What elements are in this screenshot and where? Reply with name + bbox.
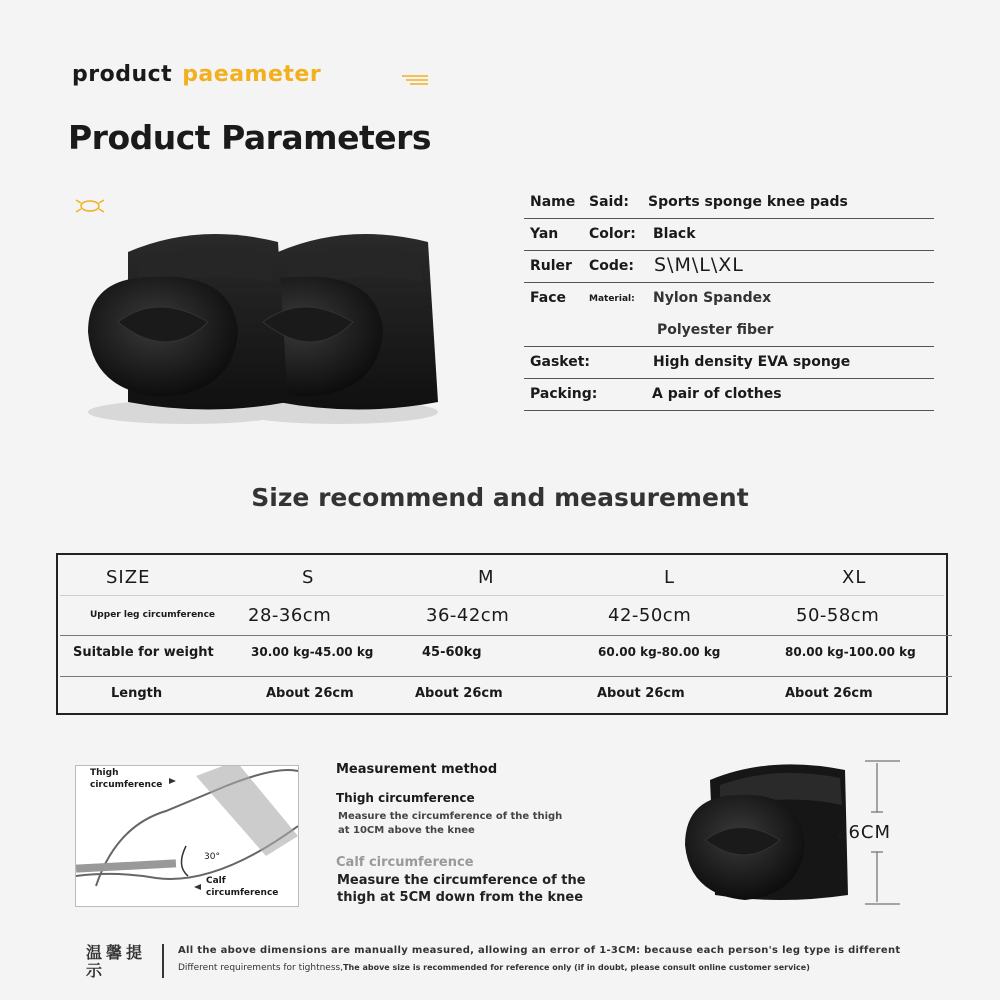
measurement-method-title: Measurement method xyxy=(336,762,498,777)
param-row-gasket xyxy=(524,347,934,379)
diagram-angle-label: 30° xyxy=(204,852,220,862)
size-section-title: Size recommend and measurement xyxy=(251,483,749,512)
size-header-cell: XL xyxy=(842,567,867,588)
knee-pad-photo-small xyxy=(680,760,850,905)
knee-pads-photo xyxy=(78,222,478,432)
size-divider xyxy=(60,635,952,636)
size-cell: About 26cm xyxy=(415,686,503,701)
param-key-2: Said: xyxy=(589,194,629,210)
size-cell: 80.00 kg-100.00 kg xyxy=(785,645,916,659)
param-row-color xyxy=(524,219,934,251)
param-key: Gasket: xyxy=(530,354,590,370)
param-key: Ruler xyxy=(530,258,572,274)
param-value: High density EVA sponge xyxy=(653,354,851,370)
decorative-sun-icon xyxy=(72,196,108,216)
param-value: S\M\L\XL xyxy=(654,254,744,276)
param-value: A pair of clothes xyxy=(652,386,782,402)
param-row-material xyxy=(524,283,934,347)
param-key-2: Code: xyxy=(589,258,635,274)
param-key: Name xyxy=(530,194,576,210)
size-cell: 30.00 kg-45.00 kg xyxy=(251,645,374,659)
footer-divider xyxy=(162,944,164,978)
size-row-label: Length xyxy=(111,686,163,701)
thigh-description-2: at 10CM above the knee xyxy=(338,825,475,836)
param-row-name xyxy=(524,187,934,219)
param-key-2: Color: xyxy=(589,226,636,242)
footer-note-2b: The above size is recommended for reference only (if in doubt, please consult online customer service) xyxy=(343,963,810,972)
param-value-2: Polyester fiber xyxy=(657,322,774,338)
footer-note-2 xyxy=(178,963,810,973)
param-value: Nylon Spandex xyxy=(653,290,772,306)
size-header-cell: L xyxy=(664,567,676,588)
size-divider xyxy=(60,595,944,596)
tip-label: 温馨提示 xyxy=(86,943,147,980)
size-cell: 45-60kg xyxy=(422,645,482,660)
size-header-cell: M xyxy=(478,567,495,588)
param-key: Face xyxy=(530,290,566,306)
size-divider xyxy=(60,676,952,677)
param-key: Yan xyxy=(530,226,559,242)
header-word: product xyxy=(72,62,173,87)
diagram-calf-label: Calf xyxy=(206,876,226,886)
header-english xyxy=(72,62,321,87)
size-header-cell: SIZE xyxy=(106,567,151,588)
size-row-label: Suitable for weight xyxy=(73,645,214,660)
param-row-size xyxy=(524,251,934,283)
size-cell: 42-50cm xyxy=(608,605,692,626)
diagram-calf-label-2: circumference xyxy=(206,888,279,898)
size-cell: 50-58cm xyxy=(796,605,880,626)
header-accent-word: paeameter xyxy=(182,62,322,87)
calf-title: Calf circumference xyxy=(336,855,474,870)
size-cell: 28-36cm xyxy=(248,605,332,626)
size-table xyxy=(56,553,948,715)
page-title: Product Parameters xyxy=(68,118,432,157)
thigh-description: Measure the circumference of the thigh xyxy=(338,811,563,822)
size-cell: 36-42cm xyxy=(426,605,510,626)
param-value: Sports sponge knee pads xyxy=(648,194,848,210)
thigh-title: Thigh circumference xyxy=(336,791,475,805)
size-cell: 60.00 kg-80.00 kg xyxy=(598,645,721,659)
param-key: Packing: xyxy=(530,386,598,402)
size-row-label: Upper leg circumference xyxy=(90,610,216,620)
diagram-thigh-label: Thigh xyxy=(90,768,119,778)
size-cell: About 26cm xyxy=(785,686,873,701)
footer-note: All the above dimensions are manually measured, allowing an error of 1-3CM: because each person's leg type is different xyxy=(178,945,901,956)
size-row-thigh xyxy=(58,599,946,633)
header-lines-icon xyxy=(400,74,430,86)
param-key-2: Material: xyxy=(589,294,635,304)
diagram-thigh-label-2: circumference xyxy=(90,780,163,790)
size-cell: About 26cm xyxy=(597,686,685,701)
size-header-cell: S xyxy=(302,567,315,588)
dimension-label: 26CM xyxy=(836,822,892,843)
calf-description-2: thigh at 5CM down from the knee xyxy=(337,890,584,905)
footer-note-2a: Different requirements for tightness, xyxy=(178,963,344,973)
size-cell: About 26cm xyxy=(266,686,354,701)
param-row-packing xyxy=(524,379,934,411)
leg-measurement-diagram xyxy=(75,765,299,907)
calf-description: Measure the circumference of the xyxy=(337,873,586,888)
param-value: Black xyxy=(653,226,696,242)
